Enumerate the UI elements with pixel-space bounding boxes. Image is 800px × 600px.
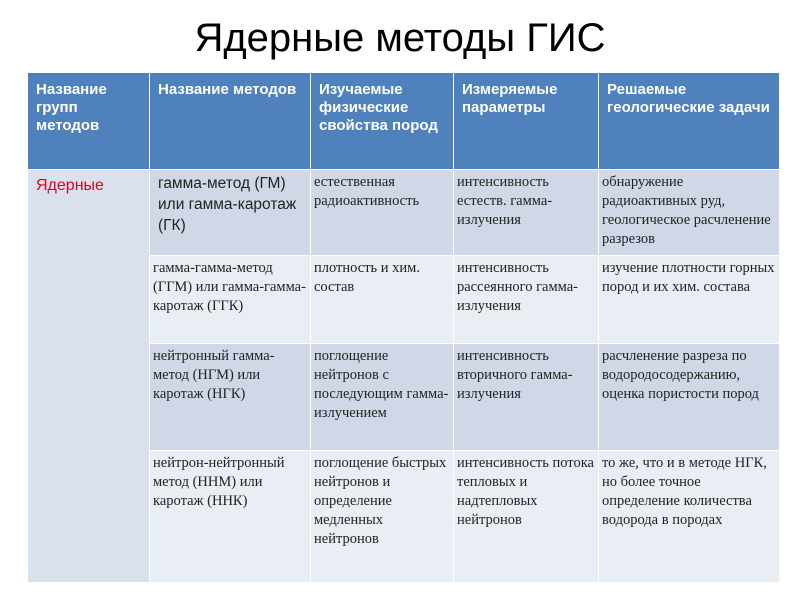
header-measured-parameters: Измеряемые параметры bbox=[454, 73, 599, 170]
parameter-cell: интенсивность рассеянного гамма-излучения bbox=[454, 256, 599, 344]
method-cell: нейтронный гамма-метод (НГМ) или каротаж (НГК) bbox=[150, 344, 311, 451]
nuclear-methods-table bbox=[27, 72, 780, 583]
header-geological-tasks: Решаемые геологические задачи bbox=[599, 73, 780, 170]
property-cell: естественная радиоактивность bbox=[311, 170, 454, 256]
method-cell: нейтрон-нейтронный метод (ННМ) или каротаж (ННК) bbox=[150, 451, 311, 583]
table-header-row bbox=[28, 73, 780, 170]
table-row bbox=[28, 170, 780, 256]
method-cell: гамма-метод (ГМ) или гамма-каротаж (ГК) bbox=[150, 170, 311, 256]
header-group-names: Название групп методов bbox=[28, 73, 150, 170]
task-cell: изучение плотности горных пород и их хим. состава bbox=[599, 256, 780, 344]
header-method-names: Название методов bbox=[150, 73, 311, 170]
property-cell: поглощение быстрых нейтронов и определение медленных нейтронов bbox=[311, 451, 454, 583]
header-physical-properties: Изучаемые физические свойства пород bbox=[311, 73, 454, 170]
slide-title: Ядерные методы ГИС bbox=[194, 16, 606, 60]
property-cell: поглощение нейтронов с последующим гамма-излучением bbox=[311, 344, 454, 451]
group-name-cell: Ядерные bbox=[28, 170, 150, 583]
parameter-cell: интенсивность потока тепловых и надтепловых нейтронов bbox=[454, 451, 599, 583]
task-cell: то же, что и в методе НГК, но более точное определение количества водорода в породах bbox=[599, 451, 780, 583]
parameter-cell: интенсивность вторичного гамма-излучения bbox=[454, 344, 599, 451]
task-cell: расчленение разреза по водородосодержанию, оценка пористости пород bbox=[599, 344, 780, 451]
method-cell: гамма-гамма-метод (ГГМ) или гамма-гамма-каротаж (ГГК) bbox=[150, 256, 311, 344]
parameter-cell: интенсивность естеств. гамма-излучения bbox=[454, 170, 599, 256]
task-cell: обнаружение радиоактивных руд, геологическое расчленение разрезов bbox=[599, 170, 780, 256]
property-cell: плотность и хим. состав bbox=[311, 256, 454, 344]
